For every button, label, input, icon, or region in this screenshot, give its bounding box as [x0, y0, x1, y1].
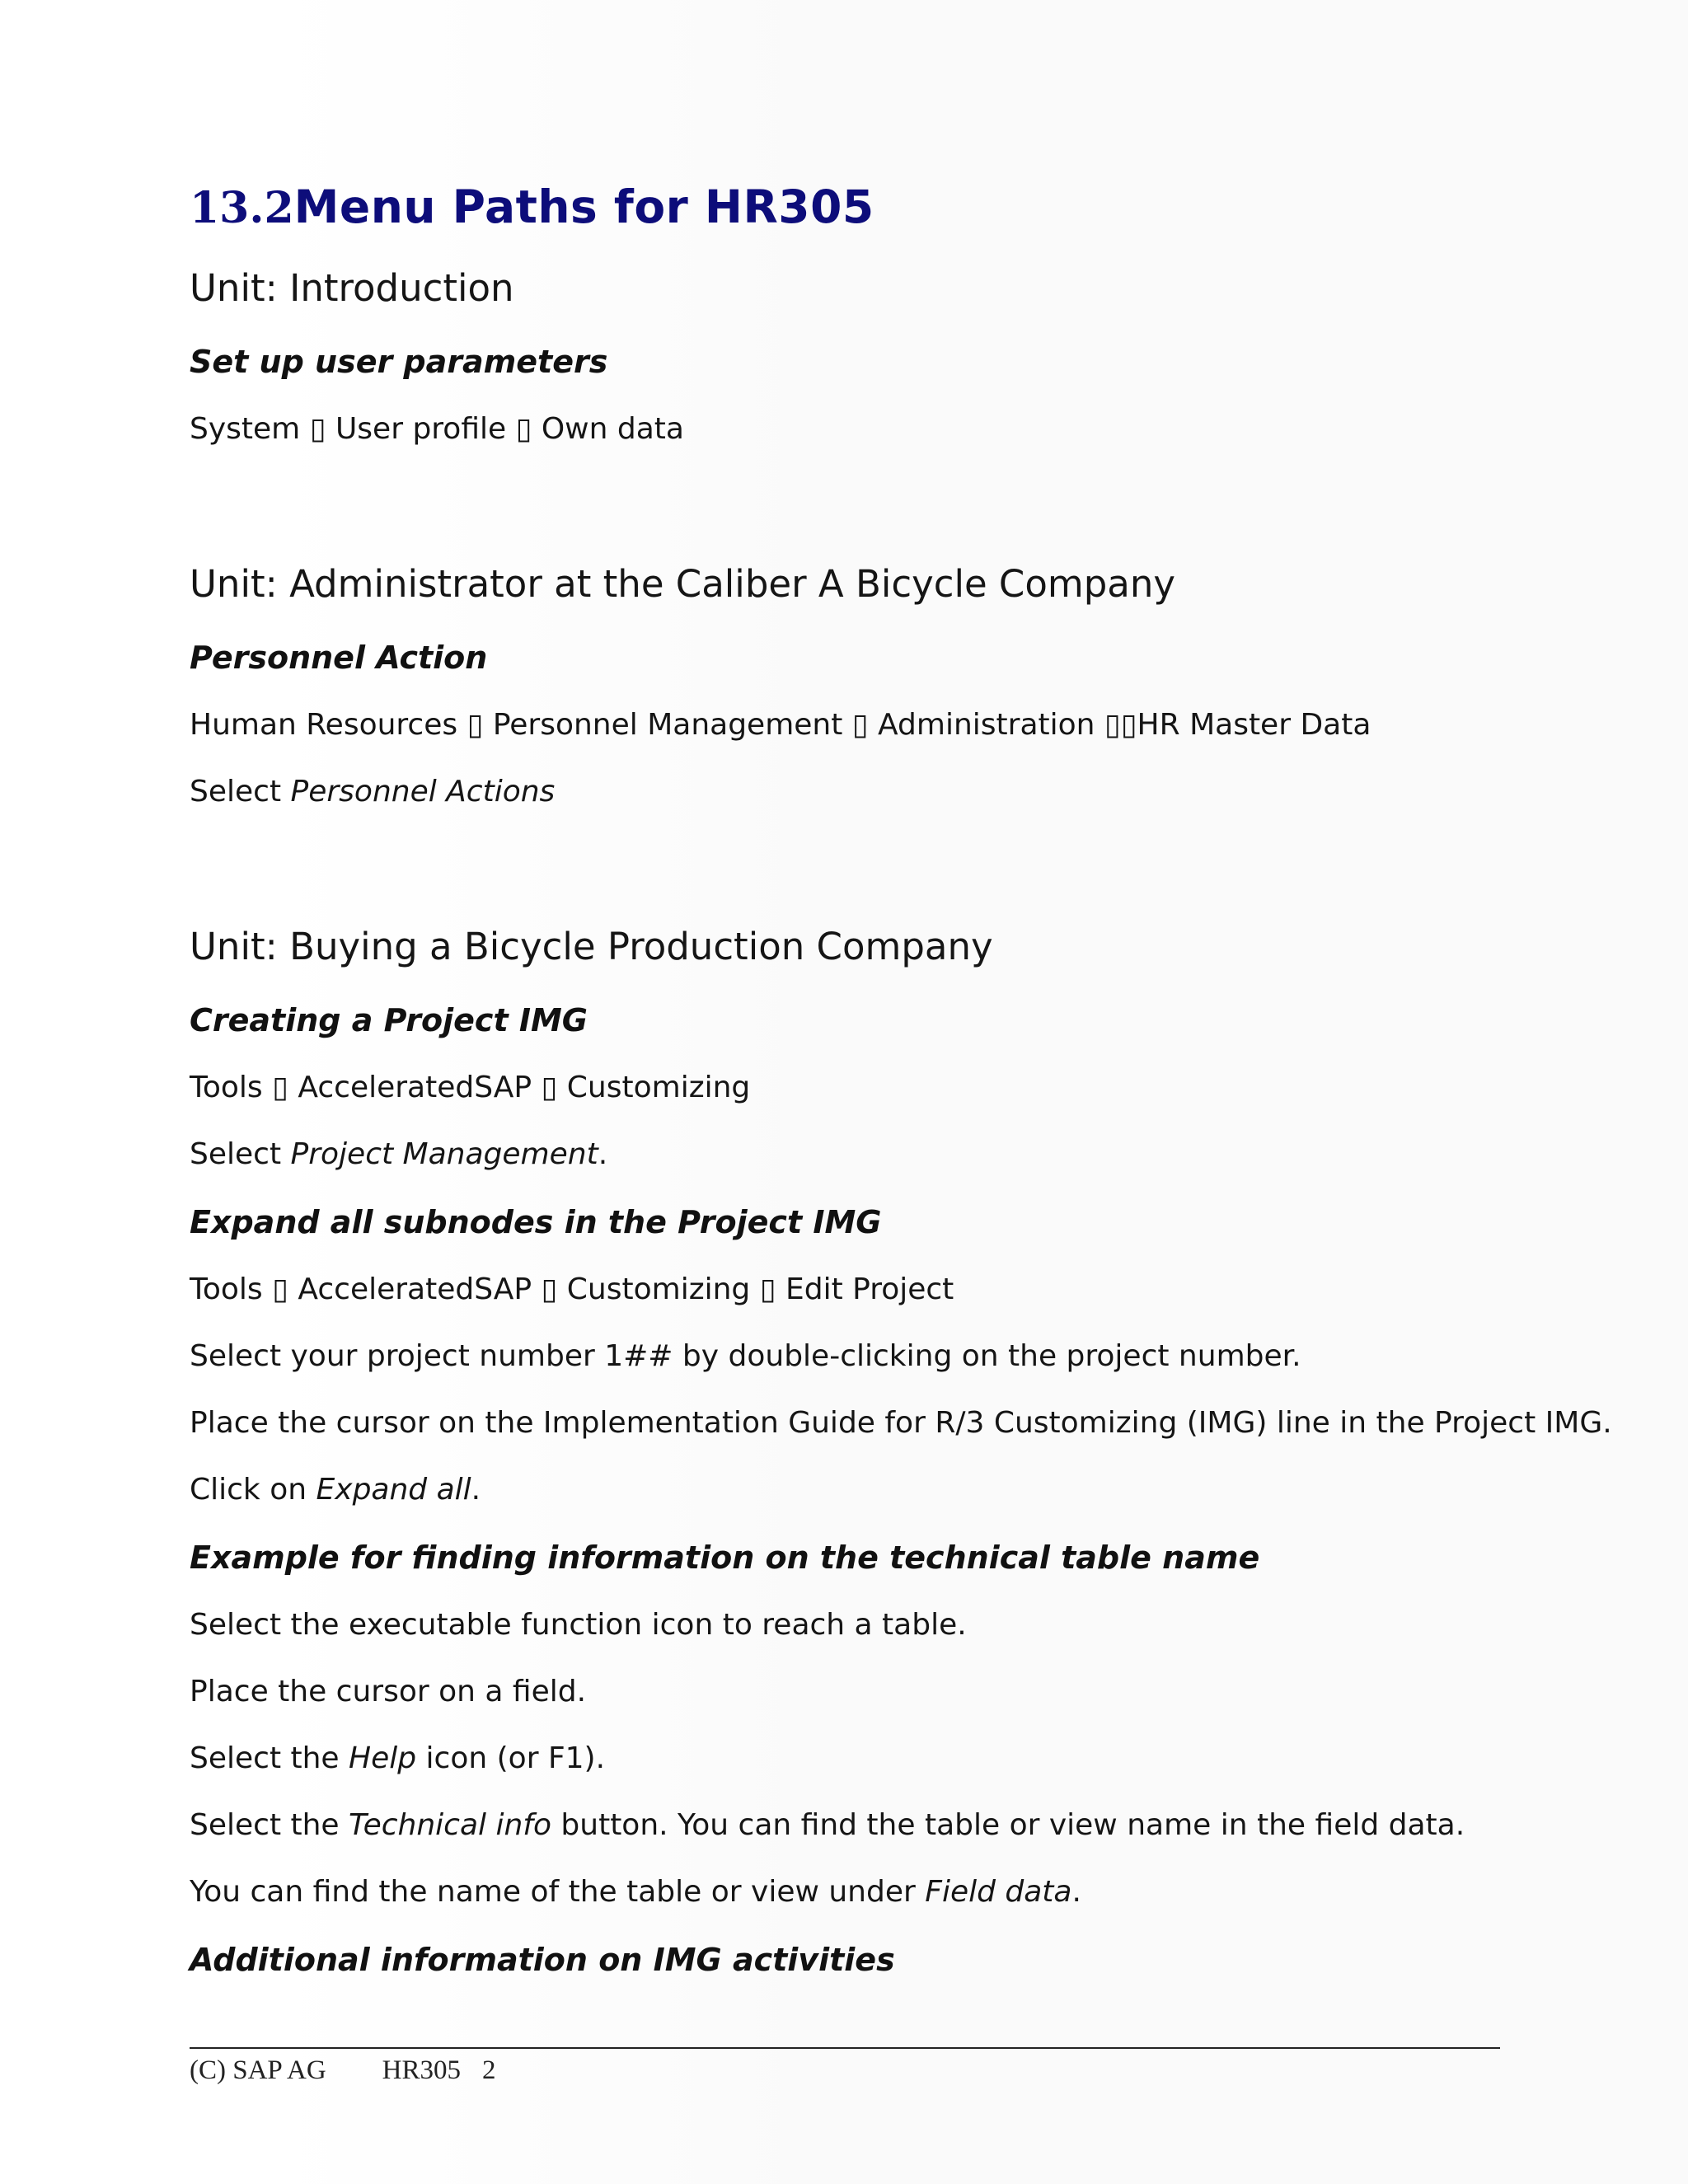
subheading-technical-table-name: Example for finding information on the technical table name	[190, 1540, 1260, 1576]
menu-path-hr-master-data: Human Resources ▯ Personnel Management ▯ Administration ▯▯HR Master Data	[190, 708, 1372, 742]
page-footer	[190, 2054, 496, 2087]
subheading-expand-subnodes: Expand all subnodes in the Project IMG	[190, 1204, 882, 1240]
instruction-select-project-management	[190, 1133, 1500, 1176]
instruction-text: Click on	[190, 1473, 316, 1507]
footer-copyright: (C) SAP AG	[190, 2055, 326, 2085]
instruction-technical-info	[190, 1804, 1500, 1847]
section-number: 13.2	[190, 183, 294, 233]
section-title-text: Menu Paths for HR305	[293, 180, 874, 233]
instruction-italic-term: Help	[349, 1741, 417, 1775]
instruction-text: You can find the name of the table or view under	[190, 1875, 926, 1909]
instruction-select-personnel-actions	[190, 771, 1500, 813]
footer-course-code: HR305	[382, 2055, 461, 2085]
instruction-italic-term: Project Management	[290, 1137, 598, 1171]
instruction-italic-term: Technical info	[349, 1808, 551, 1842]
subheading-creating-project-img: Creating a Project IMG	[190, 1002, 588, 1038]
instruction-text: button. You can find the table or view name in the field data.	[551, 1808, 1465, 1842]
unit-heading-administrator: Unit: Administrator at the Caliber A Bicycle Company	[190, 562, 1176, 606]
instruction-text: Select the	[190, 1808, 349, 1842]
instruction-place-cursor-img: Place the cursor on the Implementation Guide for R/3 Customizing (IMG) line in the Project IMG.	[190, 1406, 1612, 1440]
instruction-text: icon (or F1).	[416, 1741, 606, 1775]
instruction-text: .	[471, 1473, 481, 1507]
menu-path-edit-project: Tools ▯ AcceleratedSAP ▯ Customizing ▯ Edit Project	[190, 1272, 954, 1306]
instruction-italic-term: Expand all	[316, 1473, 471, 1507]
menu-path-customizing: Tools ▯ AcceleratedSAP ▯ Customizing	[190, 1071, 751, 1104]
menu-path-own-data: System ▯ User profile ▯ Own data	[190, 412, 684, 446]
instruction-text: Select	[190, 1137, 291, 1171]
footer-divider	[190, 2047, 1500, 2049]
subheading-additional-info-img: Additional information on IMG activities	[190, 1942, 895, 1978]
instruction-executable-function: Select the executable function icon to reach a table.	[190, 1608, 967, 1642]
instruction-text: .	[1071, 1875, 1081, 1909]
instruction-field-data	[190, 1871, 1500, 1914]
subheading-personnel-action: Personnel Action	[190, 640, 488, 676]
instruction-select-project-number: Select your project number 1## by double-clicking on the project number.	[190, 1339, 1301, 1373]
instruction-text: Select the	[190, 1741, 349, 1775]
instruction-italic-term: Personnel Actions	[290, 775, 556, 808]
subheading-user-parameters: Set up user parameters	[190, 344, 608, 380]
section-title	[190, 175, 1500, 239]
unit-heading-buying-company: Unit: Buying a Bicycle Production Company	[190, 925, 993, 968]
instruction-text: Select	[190, 775, 291, 808]
footer-page-number: 2	[482, 2055, 496, 2085]
instruction-click-expand-all	[190, 1469, 1500, 1511]
instruction-select-help	[190, 1737, 1500, 1780]
unit-heading-introduction: Unit: Introduction	[190, 266, 514, 310]
instruction-place-cursor-field: Place the cursor on a field.	[190, 1675, 587, 1708]
instruction-italic-term: Field data	[925, 1875, 1072, 1909]
instruction-text: .	[598, 1137, 608, 1171]
page-content	[190, 175, 1612, 1982]
